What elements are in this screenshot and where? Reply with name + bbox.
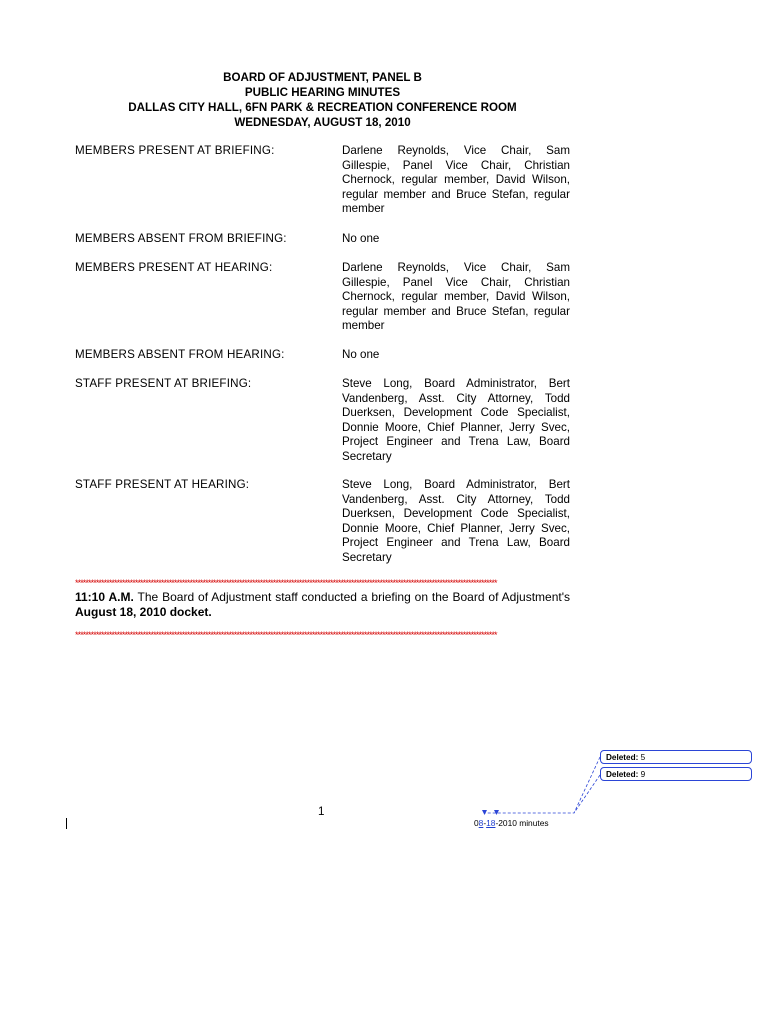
attendance-label: MEMBERS ABSENT FROM HEARING: [75, 348, 285, 361]
briefing-time: 11:10 A.M. [75, 590, 134, 604]
deletion-marker [482, 810, 487, 815]
header-title: BOARD OF ADJUSTMENT, PANEL B [223, 71, 422, 84]
briefing-text: The Board of Adjustment staff conducted a briefing on the Board of Adjustment's [133, 590, 570, 604]
header-date: WEDNESDAY, AUGUST 18, 2010 [234, 116, 411, 129]
attendance-value: Darlene Reynolds, Vice Chair, Sam Gillespie, Panel Vice Chair, Christian Chernock, regular member, David Wilson, regular member and Bruce Stefan, regular member [342, 144, 570, 216]
attendance-value: Steve Long, Board Administrator, Bert Vandenberg, Asst. City Attorney, Todd Duerksen, Development Code Specialist, Donnie Moore, Chief Planner, Jerry Svec, Project Engineer and Trena Law, Board Secretary [342, 478, 570, 564]
separator-line: ****************************************************************************************************************************************************************** [75, 630, 497, 638]
attendance-label: STAFF PRESENT AT HEARING: [75, 478, 250, 491]
briefing-docket: August 18, 2010 docket. [75, 605, 212, 619]
attendance-value: Steve Long, Board Administrator, Bert Vandenberg, Asst. City Attorney, Todd Duerksen, Development Code Specialist, Donnie Moore, Chief Planner, Jerry Svec, Project Engineer and Trena Law, Board Secretary [342, 377, 570, 463]
attendance-label: MEMBERS PRESENT AT BRIEFING: [75, 144, 275, 157]
attendance-value: No one [342, 348, 380, 361]
revision-value: 9 [640, 770, 646, 779]
footer-inserted-text: 18 [486, 818, 496, 828]
attendance-label: MEMBERS PRESENT AT HEARING: [75, 261, 273, 274]
attendance-value: Darlene Reynolds, Vice Chair, Sam Gillespie, Panel Vice Chair, Christian Chernock, regular member, David Wilson, regular member and Bruce Stefan, regular member [342, 261, 570, 333]
attendance-label: MEMBERS ABSENT FROM BRIEFING: [75, 232, 287, 245]
revision-connector-line [484, 757, 600, 813]
footer-inserted-text: 8 [478, 818, 484, 828]
revision-value: 5 [640, 753, 646, 762]
deletion-marker [494, 810, 499, 815]
revision-label: Deleted: [606, 753, 639, 762]
header-location: DALLAS CITY HALL, 6FN PARK & RECREATION CONFERENCE ROOM [128, 101, 517, 114]
header-subtitle: PUBLIC HEARING MINUTES [244, 86, 401, 99]
separator-line: ****************************************************************************************************************************************************************** [75, 578, 497, 586]
attendance-label: STAFF PRESENT AT BRIEFING: [75, 377, 252, 390]
footer-doc-name [474, 818, 549, 828]
change-bar [66, 818, 67, 829]
footer-part: 0 [474, 818, 479, 828]
footer-part: -2010 minutes [495, 818, 549, 828]
footer-part: - [483, 818, 487, 828]
page-number: 1 [318, 805, 325, 818]
revision-label: Deleted: [606, 770, 639, 779]
attendance-value: No one [342, 232, 380, 245]
revision-connector-line [574, 775, 600, 813]
